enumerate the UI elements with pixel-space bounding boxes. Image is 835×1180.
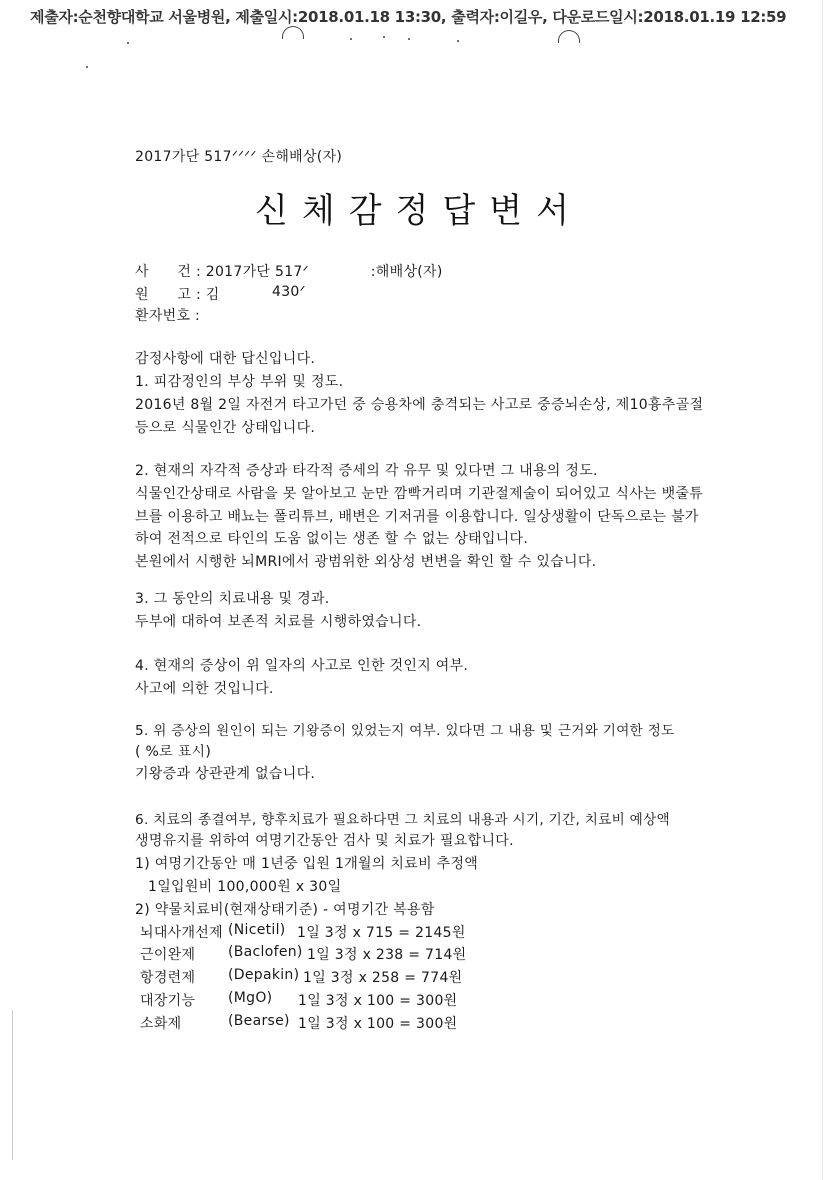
submission-info: 제출자:순천향대학교 서울병원, 제출일시:2018.01.18 13:30, 출력자:이길우, 다운로드일시:2018.01.19 12:59 [30, 8, 787, 26]
drug-name: (MgO) [228, 990, 273, 1006]
punch-hole-mark [558, 30, 580, 43]
cost-item-2: 2) 약물치료비(현재상태기준) - 여명기간 복용함 [135, 902, 435, 918]
drug-category: 항경련제 [140, 970, 196, 986]
drug-category: 대장기능 [140, 993, 196, 1009]
patient-number-label: 환자번호 : [135, 308, 201, 324]
answer-intro: 감정사항에 대한 답신입니다. [135, 351, 316, 367]
punch-hole-mark [282, 26, 304, 39]
case-reference: 2017가단 517ᐟᐟᐟᐟ 손해배상(자) [135, 149, 343, 165]
drug-cost: 1일 3정 x 258 = 774원 [303, 970, 463, 986]
drug-name: (Bearse) [228, 1013, 290, 1029]
drug-cost: 1일 3정 x 715 = 2145원 [297, 925, 466, 941]
scan-edge-line [12, 1010, 13, 1160]
question-5-line-2: ( %로 표시) [135, 744, 212, 760]
drug-name: (Depakin) [228, 967, 300, 983]
answer-2-line-1: 식물인간상태로 사람을 못 알아보고 눈만 깜빡거리며 기관절제술이 되어있고 식사는 뱃줄튜 [135, 486, 704, 502]
drug-category: 근이완제 [140, 947, 196, 963]
plaintiff-number: 430ᐟ [272, 284, 306, 300]
question-6: 6. 치료의 종결여부, 향후치료가 필요하다면 그 치료의 내용과 시기, 기간, 치료비 예상액 [135, 812, 670, 828]
question-3: 3. 그 동안의 치료내용 및 경과. [135, 591, 330, 607]
answer-4: 사고에 의한 것입니다. [135, 681, 274, 697]
scan-speck [127, 42, 129, 44]
answer-1-line-2: 등으로 식물인간 상태입니다. [135, 420, 316, 436]
answer-6: 생명유지를 위하여 여명기간동안 검사 및 치료가 필요합니다. [135, 833, 514, 849]
scan-speck [383, 36, 385, 38]
scan-speck [350, 38, 352, 40]
drug-cost: 1일 3정 x 238 = 714원 [307, 947, 467, 963]
document-title: 신체감정답변서 [255, 191, 583, 231]
drug-cost: 1일 3정 x 100 = 300원 [298, 993, 458, 1009]
answer-3: 두부에 대하여 보존적 치료를 시행하였습니다. [135, 614, 422, 630]
drug-category: 소화제 [140, 1016, 182, 1032]
drug-name: (Baclofen) [228, 944, 303, 960]
cost-item-1-detail: 1일입원비 100,000원 x 30일 [148, 879, 342, 895]
drug-cost: 1일 3정 x 100 = 300원 [298, 1016, 458, 1032]
answer-5: 기왕증과 상관관계 없습니다. [135, 766, 316, 782]
question-4: 4. 현재의 증상이 위 일자의 사고로 인한 것인지 여부. [135, 658, 469, 674]
plaintiff-line: 원 고 : 김 [135, 287, 220, 303]
question-2: 2. 현재의 자각적 증상과 타각적 증세의 각 유무 및 있다면 그 내용의 정도. [135, 463, 598, 479]
scan-speck [86, 66, 88, 68]
case-line: 사 건 : 2017가단 517ᐟ :해배상(자) [135, 264, 443, 280]
answer-2-line-2: 브를 이용하고 배뇨는 폴리튜브, 배변은 기저귀를 이용합니다. 일상생활이 단독으로는 불가 [135, 509, 699, 525]
cost-item-1: 1) 여명기간동안 매 1년중 입원 1개월의 치료비 추정액 [135, 856, 479, 872]
drug-name: (Nicetil) [228, 922, 286, 938]
answer-1-line-1: 2016년 8월 2일 자전거 타고가던 중 승용차에 충격되는 사고로 중증뇌손상, 제10흉추골절 [135, 397, 704, 413]
scan-speck [408, 38, 410, 40]
question-5-line-1: 5. 위 증상의 원인이 되는 기왕증이 있었는지 여부. 있다면 그 내용 및 근거와 기여한 정도 [135, 723, 675, 739]
drug-category: 뇌대사개선제 [140, 925, 223, 941]
answer-2-line-3: 하여 전적으로 타인의 도움 없이는 생존 할 수 없는 상태입니다. [135, 531, 529, 547]
scan-edge-line [822, 0, 823, 1180]
answer-2-line-4: 본원에서 시행한 뇌MRI에서 광범위한 외상성 변변을 확인 할 수 있습니다. [135, 554, 597, 570]
question-1: 1. 피감정인의 부상 부위 및 정도. [135, 374, 344, 390]
scan-speck [457, 40, 459, 42]
